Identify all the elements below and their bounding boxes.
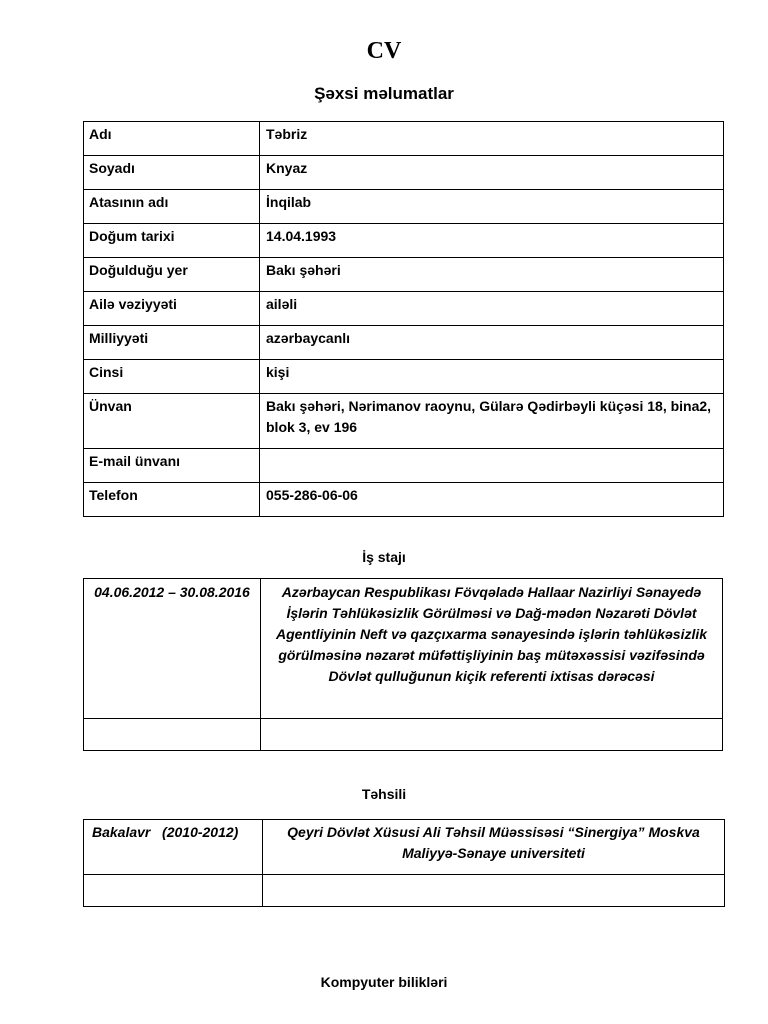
field-label-email: E-mail ünvanı xyxy=(84,449,260,483)
field-label-birth-date: Doğum tarixi xyxy=(84,224,260,258)
table-row xyxy=(84,579,723,719)
work-period: 04.06.2012 – 30.08.2016 xyxy=(84,579,261,719)
field-value-patronymic: İnqilab xyxy=(260,190,724,224)
table-row xyxy=(84,875,725,907)
table-row xyxy=(84,820,725,875)
field-label-gender: Cinsi xyxy=(84,360,260,394)
table-row xyxy=(84,258,724,292)
education-heading: Təhsili xyxy=(361,786,407,802)
table-row xyxy=(84,190,724,224)
field-value-address: Bakı şəhəri, Nərimanov raoynu, Gülarə Qədirbəyli küçəsi 18, bina2, blok 3, ev 196 xyxy=(260,394,724,449)
work-description xyxy=(261,719,723,751)
field-value-name: Təbriz xyxy=(260,122,724,156)
education-table xyxy=(83,819,725,907)
table-row xyxy=(84,224,724,258)
computer-skills-heading: Kompyuter bilikləri xyxy=(320,974,448,990)
field-value-gender: kişi xyxy=(260,360,724,394)
work-experience-table xyxy=(83,578,723,751)
field-value-surname: Knyaz xyxy=(260,156,724,190)
education-institution xyxy=(263,875,725,907)
field-value-marital-status: ailəli xyxy=(260,292,724,326)
table-row xyxy=(84,449,724,483)
work-description: Azərbaycan Respublikası Fövqəladə Hallaar Nazirliyi Sənayedə İşlərin Təhlükəsizlik Görülməsi və Dağ-mədən Nəzarəti Dövlət Agentliyinin Neft və qazçıxarma sənayesində işlərin təhlükəsizlik görülməsinə nəzarət müfəttişliyinin baş mütəxəssisi vəzifəsində Dövlət qulluğunun kiçik referenti ixtisas dərəcəsi xyxy=(261,579,723,719)
table-row xyxy=(84,719,723,751)
education-degree: Bakalavr (2010-2012) xyxy=(84,820,263,875)
document-title: CV xyxy=(366,38,402,64)
field-label-patronymic: Atasının adı xyxy=(84,190,260,224)
table-row xyxy=(84,122,724,156)
education-degree xyxy=(84,875,263,907)
field-label-marital-status: Ailə vəziyyəti xyxy=(84,292,260,326)
work-experience-heading: İş stajı xyxy=(362,549,406,565)
field-label-phone: Telefon xyxy=(84,483,260,517)
table-row xyxy=(84,292,724,326)
field-label-birth-place: Doğulduğu yer xyxy=(84,258,260,292)
field-label-surname: Soyadı xyxy=(84,156,260,190)
field-label-nationality: Milliyyəti xyxy=(84,326,260,360)
field-value-birth-date: 14.04.1993 xyxy=(260,224,724,258)
personal-info-heading: Şəxsi məlumatlar xyxy=(314,84,454,103)
field-value-phone: 055-286-06-06 xyxy=(260,483,724,517)
table-row xyxy=(84,326,724,360)
table-row xyxy=(84,483,724,517)
table-row xyxy=(84,394,724,449)
table-row xyxy=(84,156,724,190)
table-row xyxy=(84,360,724,394)
field-value-nationality: azərbaycanlı xyxy=(260,326,724,360)
field-value-email xyxy=(260,449,724,483)
field-label-name: Adı xyxy=(84,122,260,156)
education-institution: Qeyri Dövlət Xüsusi Ali Təhsil Müəssisəsi “Sinergiya” Moskva Maliyyə-Sənaye universiteti xyxy=(263,820,725,875)
work-period xyxy=(84,719,261,751)
personal-info-table xyxy=(83,121,724,517)
field-label-address: Ünvan xyxy=(84,394,260,449)
field-value-birth-place: Bakı şəhəri xyxy=(260,258,724,292)
